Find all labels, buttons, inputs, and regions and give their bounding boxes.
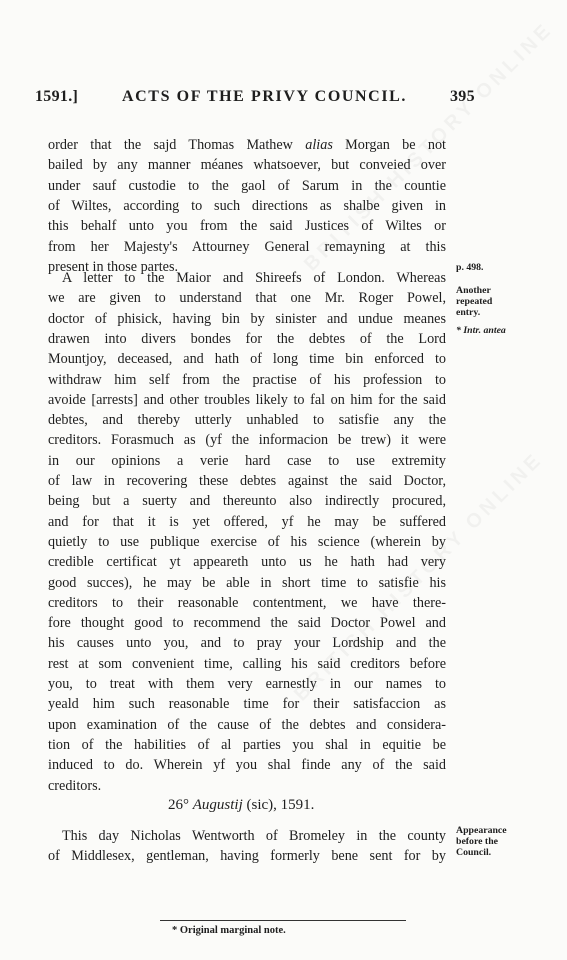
- text-line: of Wiltes, according to such directions as shalbe given in: [48, 197, 446, 214]
- text-line: avoide [arrests] and other troubles likely to fal on him for the said: [48, 391, 446, 408]
- text-line: his causes unto you, and to pray your Lordship and the: [48, 635, 446, 652]
- marginal-note-before-the: before the: [456, 836, 498, 847]
- text-line: and for that it is yet offered, yf he may be suffered: [48, 513, 446, 530]
- footnote: * Original marginal note.: [172, 925, 286, 936]
- text-line: drawen into divers bondes for the debtes of the Lord: [48, 330, 446, 347]
- text-line: fore thought good to recommend the said Doctor Powel and: [48, 615, 446, 632]
- text-line: creditors.: [48, 777, 102, 794]
- marginal-note-entry: entry.: [456, 307, 481, 318]
- text-line: being but a suerty and thereunto also indirectly procured,: [48, 493, 446, 510]
- marginal-note-appearance: Appearance: [456, 825, 507, 836]
- text-line: tion of the habilities of al parties you shal in equitie be: [48, 736, 446, 753]
- text-line: yeald him such reasonable time for their satisfaccion as: [48, 696, 446, 713]
- footnote-rule: [160, 920, 406, 921]
- text-line: withdraw him self from the practise of his profession to: [48, 371, 446, 388]
- marginal-note-intr: * Intr. antea: [456, 325, 506, 336]
- text-line: creditors. Forasmuch as (yf the informacion be trew) it were: [48, 432, 446, 449]
- text-line: good succes), he may be able in short time to satisfie his: [48, 574, 446, 591]
- marginal-note-repeated: repeated: [456, 296, 493, 307]
- text-line: you, to treat with them very earnestly in our names to: [48, 676, 446, 692]
- page-number: 395: [450, 88, 475, 105]
- marginal-note-another: Another: [456, 285, 491, 296]
- date-month: Augustij: [192, 797, 243, 813]
- text-line: upon examination of the cause of the debtes and considera-: [48, 716, 446, 733]
- marginal-page-ref: p. 498.: [456, 262, 484, 273]
- running-head-year: 1591.]: [35, 88, 79, 105]
- text-line: this behalf unto you from the said Justices of Wiltes or: [48, 218, 446, 235]
- text-line: This day Nicholas Wentworth of Bromeley in the county: [62, 828, 446, 844]
- text-line: A letter to the Maior and Shireefs of London. Whereas: [62, 270, 446, 286]
- text-line: bailed by any manner méanes whatsoever, but conveied over: [48, 157, 446, 174]
- text-line: present in those partes.: [48, 258, 179, 275]
- text-line: order that the sajd Thomas Mathew alias Morgan be not: [48, 137, 446, 153]
- text-line: from her Majesty's Attourney General remayning at this: [48, 238, 446, 255]
- text-line: quietly to use publique exercise of his science (wherein by: [48, 533, 446, 550]
- text-line: creditors to their reasonable contentment, we have there-: [48, 594, 446, 611]
- text-line: of law in recovering these debtes against the said Doctor,: [48, 473, 446, 489]
- text-line: Mountjoy, deceased, and hath of long time bin enforced to: [48, 351, 446, 368]
- text-line: in our opinions a verie hard case to use extremity: [48, 452, 446, 469]
- text-line: of Middlesex, gentleman, having formerly bene sent for by: [48, 848, 446, 865]
- running-head-title: ACTS OF THE PRIVY COUNCIL.: [122, 88, 408, 105]
- date-year: 1591.: [280, 797, 315, 813]
- marginal-note-council: Council.: [456, 847, 492, 858]
- text-line: debtes, and thereby utterly unhabled to satisfie any the: [48, 412, 446, 429]
- text-line: credible certificat yt appeareth unto us he hath had very: [48, 554, 446, 571]
- date-day: 26°: [168, 797, 189, 813]
- date-sic: (sic),: [246, 797, 277, 813]
- text-line: we are given to understand that one Mr. Roger Powel,: [48, 290, 446, 307]
- date-heading: [168, 797, 314, 814]
- text-line: rest at som convenient time, calling his said creditors before: [48, 655, 446, 672]
- text-line: doctor of phisick, having bin by sinister and undue meanes: [48, 310, 446, 327]
- text-line: induced to do. Wherein yf you shal finde any of the said: [48, 757, 446, 774]
- text-line: under sauf custodie to the gaol of Sarum in the countie: [48, 177, 446, 194]
